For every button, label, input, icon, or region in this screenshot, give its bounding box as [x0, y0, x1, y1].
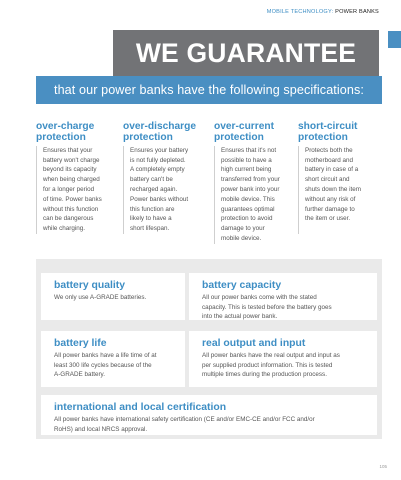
page-number: 105	[379, 464, 387, 469]
protection-columns	[36, 121, 382, 240]
page-subtitle: that our power banks have the following specifications:	[36, 76, 382, 104]
feature-text: We only use A-GRADE batteries.	[54, 294, 147, 301]
protection-title: short-circuit protection	[298, 121, 358, 144]
feature-title: real output and input	[202, 338, 306, 349]
feature-text: All our power banks come with the stated capacity. This is tested before the battery goes into the actual power bank.	[202, 294, 332, 321]
feature-title: international and local certification	[54, 402, 227, 413]
protection-text: Ensures that it's not possible to have a high current being transferred from your power bank into your mobile device. This guarantees optimal protection to avoid damage to your mobile device.	[214, 146, 300, 244]
feature-card	[41, 395, 377, 435]
feature-title: battery capacity	[202, 280, 282, 291]
protection-title: over-discharge protection	[123, 121, 197, 144]
protection-title: over-charge protection	[36, 121, 95, 144]
page-title: WE GUARANTEE	[113, 30, 379, 76]
protection-text: Ensures that your battery won't charge beyond its capacity when being charged for a longer period of time. Power banks without this function can be dangerous while charging.	[36, 146, 118, 234]
protection-column	[123, 121, 207, 234]
feature-card	[41, 273, 185, 320]
features-panel	[36, 259, 382, 439]
feature-title: battery quality	[54, 280, 126, 291]
side-tab-marker	[388, 31, 401, 48]
feature-title: battery life	[54, 338, 107, 349]
feature-card	[189, 273, 377, 320]
running-header	[267, 9, 379, 15]
protection-text: Ensures your battery is not fully depleted. A completely empty battery can't be recharged again. Power banks without this function are likely to have a short lifespan.	[123, 146, 207, 234]
feature-text: All power banks have the real output and input as per supplied product information. This is tested multiple times during the production process.	[202, 352, 340, 379]
protection-column	[36, 121, 118, 234]
protection-title: over-current protection	[214, 121, 275, 144]
protection-text: Protects both the motherboard and battery in case of a short circuit and shuts down the item without any risk of further damage to the item or user.	[298, 146, 382, 234]
feature-text: All power banks have international safety certification (CE and/or EMC-CE and/or FCC and/or RoHS) and local NRCS approval.	[54, 416, 315, 433]
protection-column	[298, 121, 382, 234]
header-subsection: POWER BANKS	[335, 9, 379, 15]
header-section: MOBILE TECHNOLOGY:	[266, 9, 334, 15]
protection-column	[214, 121, 300, 244]
feature-card	[189, 331, 377, 387]
feature-card	[41, 331, 185, 387]
feature-text: All power banks have a life time of at least 300 life cycles because of the A-GRADE battery.	[54, 352, 157, 379]
